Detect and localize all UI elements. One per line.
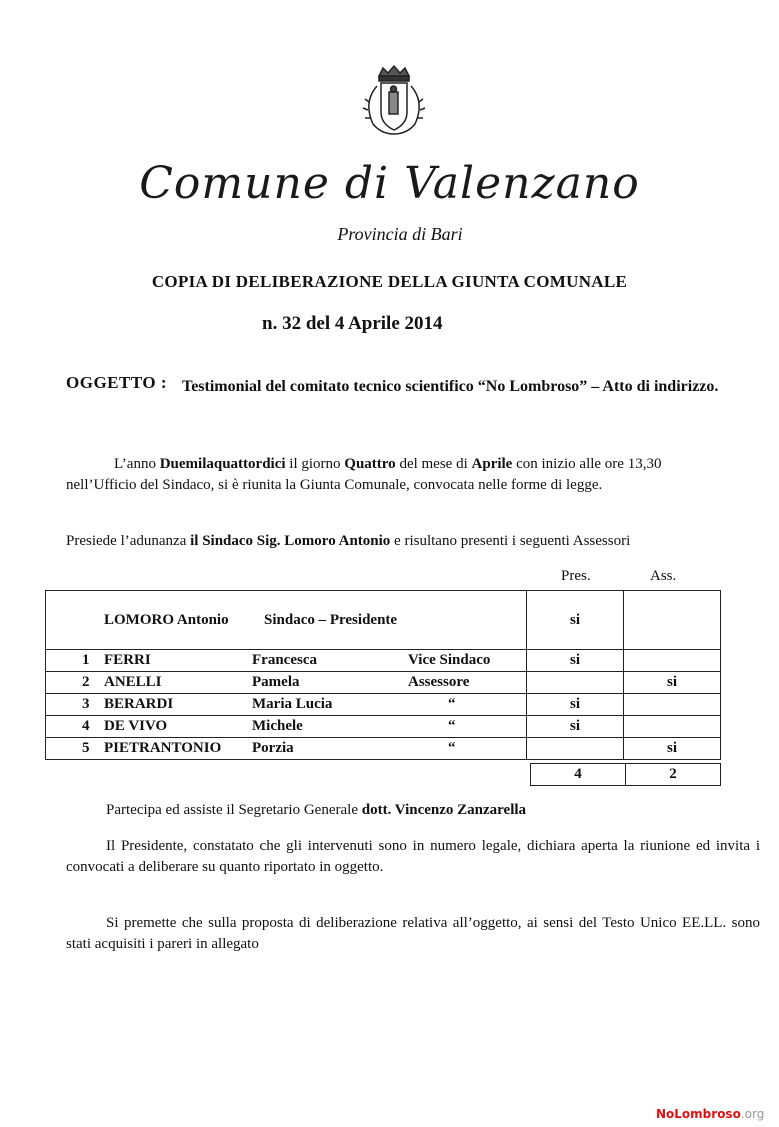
oggetto-label: OGGETTO : — [66, 373, 168, 392]
comune-title: Comune di Valenzano — [139, 158, 640, 209]
presiede-text-1: Presiede l’adunanza — [66, 533, 187, 549]
intro-month: Aprile — [471, 456, 513, 472]
table-row — [46, 716, 721, 738]
row-role: “ — [448, 740, 456, 756]
row-surname: FERRI — [104, 652, 151, 668]
total-pres: 4 — [531, 764, 626, 786]
presidente-paragraph: Il Presidente, constatato che gli intervenuti sono in numero legale, dichiara aperta la riunione ed invita i convocati a deliberare su quanto riportato in oggetto. — [66, 838, 760, 875]
intro-year: Duemilaquattordici — [159, 456, 286, 472]
segretario-paragraph — [106, 800, 746, 821]
table-row — [46, 591, 721, 650]
pres-value: si — [527, 716, 624, 738]
pres-value — [527, 672, 624, 694]
row-number: 4 — [82, 718, 90, 734]
municipal-crest-icon — [355, 62, 433, 140]
member-cell — [46, 591, 527, 650]
row-number: 3 — [82, 696, 90, 712]
row-surname: ANELLI — [104, 674, 162, 690]
pres-value: si — [527, 650, 624, 672]
column-header-ass: Ass. — [650, 568, 677, 584]
column-header-pres: Pres. — [561, 568, 591, 584]
row-role: “ — [448, 718, 456, 734]
pres-value: si — [569, 611, 580, 628]
member-role: Sindaco – Presidente — [264, 611, 398, 628]
row-number: 1 — [82, 652, 90, 668]
row-firstname: Michele — [252, 718, 303, 734]
row-surname: PIETRANTONIO — [104, 740, 222, 756]
totals-table — [530, 763, 721, 786]
intro-text-2: il giorno — [289, 456, 341, 472]
ass-value: si — [624, 738, 721, 760]
member-name: LOMORO Antonio — [104, 611, 229, 628]
ass-value — [624, 650, 721, 672]
intro-text-1: L’anno — [114, 456, 156, 472]
ass-value: si — [624, 672, 721, 694]
total-ass: 2 — [626, 764, 721, 786]
row-role: Vice Sindaco — [408, 652, 491, 668]
table-row — [46, 650, 721, 672]
oggetto-text: Testimonial del comitato tecnico scientifico “No Lombroso” – Atto di indirizzo. — [182, 378, 719, 395]
row-firstname: Pamela — [252, 674, 300, 690]
pres-value — [527, 738, 624, 760]
presiede-paragraph — [66, 531, 746, 552]
intro-paragraph — [66, 454, 716, 496]
row-role: Assessore — [408, 674, 470, 690]
provincia-subtitle: Provincia di Bari — [337, 224, 463, 244]
intro-day: Quattro — [344, 456, 396, 472]
row-surname: DE VIVO — [104, 718, 168, 734]
ass-value — [624, 694, 721, 716]
premette-paragraph: Si premette che sulla proposta di deliberazione relativa all’oggetto, ai sensi del Testo Unico EE.LL. sono stati acquisiti i pareri in allegato — [66, 915, 760, 952]
ass-value — [624, 716, 721, 738]
attendance-table — [45, 590, 721, 760]
watermark-main: NoLombroso — [656, 1107, 741, 1121]
segretario-name: dott. Vincenzo Zanzarella — [361, 802, 527, 818]
row-firstname: Maria Lucia — [252, 696, 333, 712]
row-role: “ — [448, 696, 456, 712]
presiede-text-2: e risultano presenti i seguenti Assessori — [394, 533, 631, 549]
row-firstname: Francesca — [252, 652, 317, 668]
watermark — [656, 1107, 764, 1121]
table-row — [46, 694, 721, 716]
deliberation-number: n. 32 del 4 Aprile 2014 — [262, 313, 443, 334]
intro-text-3: del mese di — [399, 456, 468, 472]
row-firstname: Porzia — [252, 740, 294, 756]
row-number: 5 — [82, 740, 90, 756]
presiede-who: il Sindaco Sig. Lomoro Antonio — [190, 533, 391, 549]
pres-value: si — [527, 694, 624, 716]
pres-cell — [527, 591, 624, 650]
table-row — [46, 738, 721, 760]
watermark-suffix: .org — [740, 1107, 765, 1121]
table-row — [46, 672, 721, 694]
row-number: 2 — [82, 674, 90, 690]
intro-text-4: con inizio alle ore 13,30 nell’Ufficio del Sindaco, si è riunita la Giunta Comunale, convocata nelle forme di legge. — [66, 456, 662, 493]
ass-cell — [624, 591, 721, 650]
document-heading: COPIA DI DELIBERAZIONE DELLA GIUNTA COMUNALE — [151, 272, 628, 291]
row-surname: BERARDI — [104, 696, 174, 712]
segretario-text: Partecipa ed assiste il Segretario Generale — [106, 802, 358, 818]
